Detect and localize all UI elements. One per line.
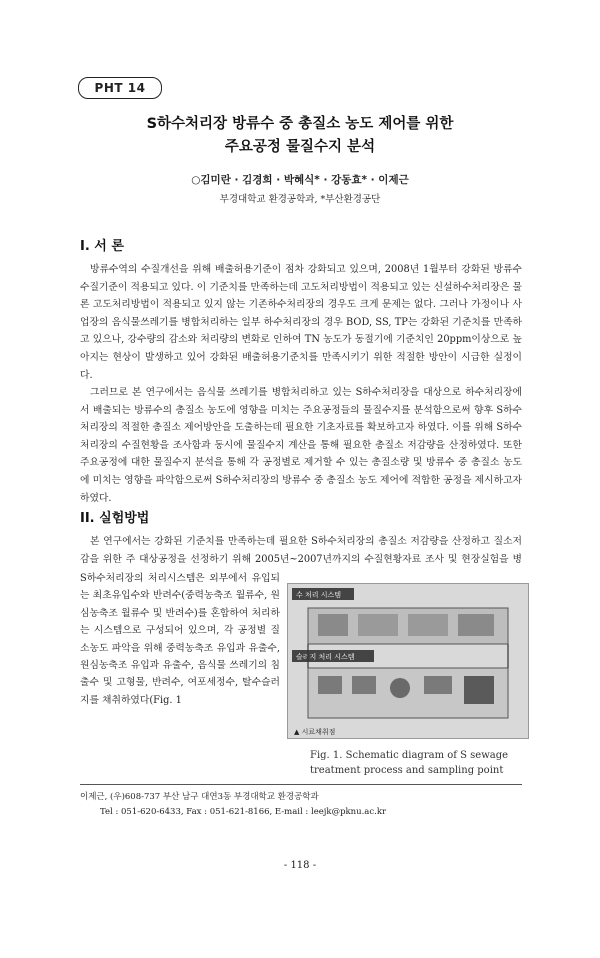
process-diagram-svg (288, 584, 528, 738)
paper-title-line1: S하수처리장 방류수 중 총질소 농도 제어를 위한 (146, 116, 454, 132)
footnote-address: 이제근, (우)608-737 부산 남구 대연3동 부경대학교 환경공학과 (80, 792, 319, 802)
page-number: - 118 - (283, 860, 317, 871)
footnote-rule (80, 784, 522, 785)
paper-title-line2: 주요공정 물질수지 분석 (224, 139, 376, 155)
intro-paragraph-2: 그러므로 본 연구에서는 음식물 쓰레기를 병합처리하고 있는 S하수처리장을 대상으로 하수처리장에서 배출되는 방류수의 총질소 농도에 영향을 미치는 주요공정들의 물질수지를 분석함으로써 향후 S하수처리장의 적절한 총질소 제어방안을 도출하는데 필요한 기초자료를 확보하고자 하였다. 이를 위해 S하수처리장의 수질현황을 조사함과 동시에 물질수지 계산을 통해 필요한 총질소 저감량을 산정하였다. 또한 주요공정에 대한 물질수지 분석을 통해 각 공정별로 제거할 수 있는 총질소량 및 방류수 중 총질소 농도에 미치는 영향을 파악함으로써 S하수처리장의 방류수 중 총질소 농도 제어에 적합한 공정을 제시하고자 하였다. (80, 387, 522, 504)
label-sludge-system: 슬러지 처리 시스템 (296, 653, 355, 661)
figure-caption: Fig. 1. Schematic diagram of S sewage treatment process and sampling point (310, 750, 509, 776)
label-water-system: 수 처리 시스템 (296, 591, 342, 599)
process-diagram (287, 583, 529, 739)
methods-paragraph-cont (80, 570, 280, 709)
intro-paragraph-1: 방류수역의 수질개선을 위해 배출허용기준이 점차 강화되고 있으며, 2008년 1월부터 강화된 방류수 수질기준이 적용되고 있다. 이 기준치를 만족하는데 고도처리방법이 적용되고 있는 신설하수처리장은 물론 고도처리방법이 적용되고 있지 않는 기존하수처리장의 경우도 크게 문제는 없다. 그러나 가정이나 사업장의 음식물쓰레기를 병합처리하는 일부 하수처리장의 경우 BOD, SS, TP는 강화된 기준치를 만족하고 있으나, 강수량의 감소와 처리량의 변화로 인하여 TN 농도가 동절기에 기준치인 20ppm이상으로 높아지는 현상이 발생하고 있어 강화된 배출허용기준치를 만족시키기 위한 적절한 방안이 시급한 실정이다. (80, 264, 522, 381)
section-heading-intro: I. 서 론 (80, 239, 124, 254)
methods-paragraph-2: S하수처리장의 처리시스템은 외부에서 유입되는 최초유입수와 반려수(중력농축조 월류수, 원심농축조 월류수 및 반려수)를 혼합하여 처리하는 시스템으로 구성되어 있으며, 각 공정별 질소농도 파악을 위해 중력농축조 유입과 유출수, 원심농축조 유입과 유출수, 음식물 쓰레기의 침출수 및 고형물, 반려수, 여포세정수, 탈수슬러지를 채취하였다(Fig. 1 (80, 573, 280, 706)
section-heading-methods: II. 실험방법 (80, 511, 150, 526)
sampling-legend: ▲ 시료채취점 (294, 728, 336, 736)
affiliation: 부경대학교 환경공학과, *부산환경공단 (219, 194, 381, 205)
methods-paragraph-1: 본 연구에서는 강화된 기준치를 만족하는데 필요한 S하수처리장의 총질소 저감량을 산정하고 질소저감을 위한 주 대상공정을 선정하기 위해 2005년~2007년까지의 수질현황자료 조사 및 현장실험을 병 (80, 536, 522, 565)
session-tag: PHT 14 (78, 77, 162, 99)
footnote-contact: Tel : 051-620-6433, Fax : 051-621-8166, E-mail : leejk@pknu.ac.kr (100, 807, 387, 817)
author-list: ○김미란 · 김경희 · 박혜식* · 강동효* · 이제근 (191, 174, 409, 186)
